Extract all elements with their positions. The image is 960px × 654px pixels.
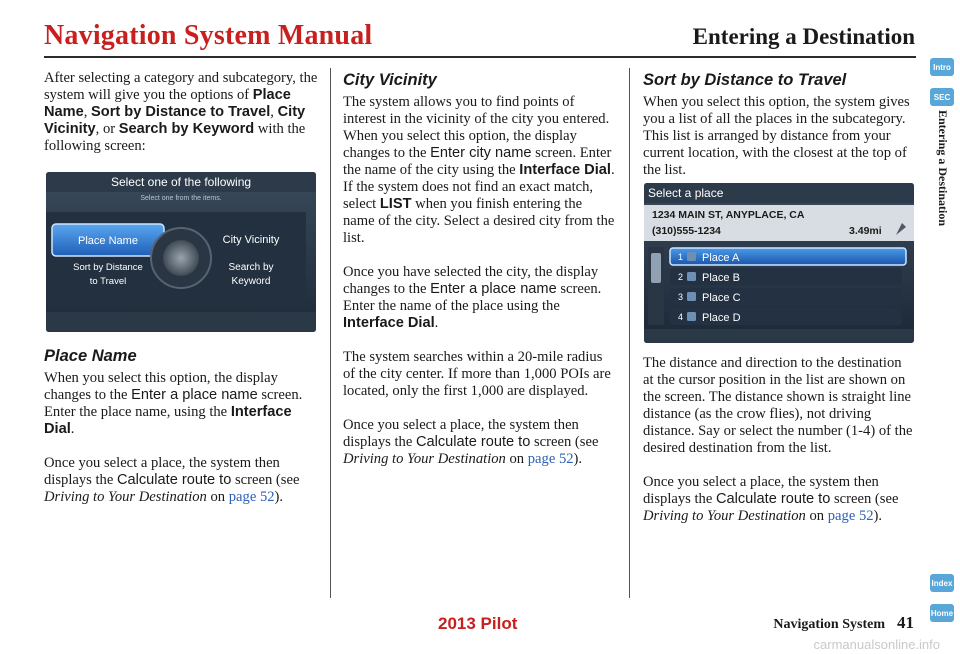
- city-vicinity-result-paragraph: Once you select a place, the system then displays the Calculate route to screen (see Driving to Your Destination on page 52).: [343, 417, 599, 467]
- place-phone: (310)555-1234: [652, 225, 721, 237]
- place-row[interactable]: [670, 308, 902, 325]
- section-title: Entering a Destination: [692, 24, 915, 49]
- option-sort-distance: Sort by Distance to Travel: [91, 104, 271, 120]
- watermark: carmanualsonline.info: [813, 637, 940, 652]
- screen-subheader: Select one from the items.: [140, 195, 222, 202]
- page-52-link[interactable]: page 52: [827, 508, 874, 524]
- sort-distance-option-line2: to Travel: [89, 276, 127, 287]
- vertical-section-label: Entering a Destination: [936, 110, 950, 227]
- page-number: 41: [897, 613, 914, 632]
- home-tab[interactable]: Home: [930, 604, 954, 622]
- column-1: [44, 70, 319, 523]
- sec-tab[interactable]: SEC: [930, 88, 954, 106]
- option-search-keyword: Search by Keyword: [118, 121, 255, 137]
- search-keyword-option-line2: Keyword: [231, 276, 271, 287]
- option-place-name: Place Name: [44, 87, 291, 120]
- header-rule: [44, 56, 916, 58]
- place-name: Place A: [702, 252, 740, 264]
- select-options-screenshot: [46, 172, 316, 332]
- page-52-link[interactable]: page 52: [228, 489, 275, 505]
- footer-label: Navigation System: [773, 617, 885, 632]
- city-vicinity-option-label: City Vicinity: [222, 234, 280, 246]
- model-label: 2013 Pilot: [438, 614, 518, 633]
- place-row[interactable]: [670, 268, 902, 285]
- column-2: [343, 70, 617, 485]
- place-row[interactable]: [670, 248, 906, 265]
- city-vicinity-paragraph: The system allows you to find points of interest in the vicinity of the city you entered. When you select this option, the display changes to the Enter city name screen. Enter the name of the city using the Interface Dial. If the system does not find an exact match, select LIST when you finish entering the name of the city. Select a desired city from the list.: [343, 94, 615, 246]
- poi-icon: [687, 272, 696, 281]
- poi-icon: [687, 292, 696, 301]
- place-name: Place D: [702, 312, 741, 324]
- intro-paragraph: After selecting a category and subcategory, the system will give you the options of Place Name, Sort by Distance to Travel, City Vicinity, or Search by Keyword with the following screen:: [44, 70, 318, 154]
- search-keyword-option-line1: Search by: [228, 262, 274, 273]
- place-name-paragraph: When you select this option, the display changes to the Enter a place name screen. Enter the place name, using the Interface Dial.: [44, 370, 303, 437]
- screen-header: Select a place: [648, 186, 724, 200]
- poi-icon: [687, 312, 696, 321]
- city-selected-paragraph: Once you have selected the city, the display changes to the Enter a place name screen. Enter the name of the place using the Interface Dial.: [343, 264, 602, 331]
- place-name-result-paragraph: Once you select a place, the system then displays the Calculate route to screen (see Driving to Your Destination on page 52).: [44, 455, 300, 505]
- interface-dial-icon: [163, 240, 199, 276]
- poi-icon: [687, 252, 696, 261]
- sort-distance-option-line1: Sort by Distance: [73, 262, 143, 273]
- column-3: [643, 70, 915, 542]
- place-number: 3: [678, 292, 684, 302]
- heading-place-name: Place Name: [44, 347, 137, 365]
- distance-direction-paragraph: The distance and direction to the destination at the cursor position in the list are shown on the screen. The distance shown is straight line distance (as the crow flies), not driving distance. Say or select the number (1-4) of the desired destination from the list.: [643, 355, 913, 456]
- sort-distance-paragraph: When you select this option, the system gives you a list of all the places in the subcategory. This list is arranged by distance from your current location, with the closest at the top of the list.: [643, 94, 910, 178]
- screen-header: Select one of the following: [110, 175, 252, 189]
- intro-tab[interactable]: Intro: [930, 58, 954, 76]
- select-place-screenshot: [644, 183, 914, 343]
- column-divider: [629, 68, 630, 598]
- place-name: Place C: [702, 292, 741, 304]
- sort-distance-result-paragraph: Once you select a place, the system then displays the Calculate route to screen (see Driving to Your Destination on page 52).: [643, 474, 899, 524]
- place-number: 1: [678, 252, 684, 262]
- heading-sort-distance: Sort by Distance to Travel: [643, 71, 847, 89]
- place-number: 2: [678, 272, 684, 282]
- place-name-option-label: Place Name: [78, 235, 138, 247]
- footer: [773, 613, 914, 633]
- list-scrollbar: [651, 253, 661, 283]
- place-row[interactable]: [670, 288, 902, 305]
- column-divider: [330, 68, 331, 598]
- place-distance: 3.49mi: [849, 225, 882, 237]
- heading-city-vicinity: City Vicinity: [343, 71, 437, 89]
- place-address: 1234 MAIN ST, ANYPLACE, CA: [652, 209, 805, 221]
- index-tab[interactable]: Index: [930, 574, 954, 592]
- search-radius-paragraph: The system searches within a 20-mile radius of the city center. If more than 1,000 POIs are located, only the first 1,000 are displayed.: [343, 349, 611, 399]
- page-52-link[interactable]: page 52: [527, 451, 574, 467]
- option-city-vicinity: City Vicinity: [44, 104, 306, 137]
- manual-title: Navigation System Manual: [44, 20, 373, 51]
- place-name: Place B: [702, 272, 740, 284]
- place-number: 4: [678, 312, 684, 322]
